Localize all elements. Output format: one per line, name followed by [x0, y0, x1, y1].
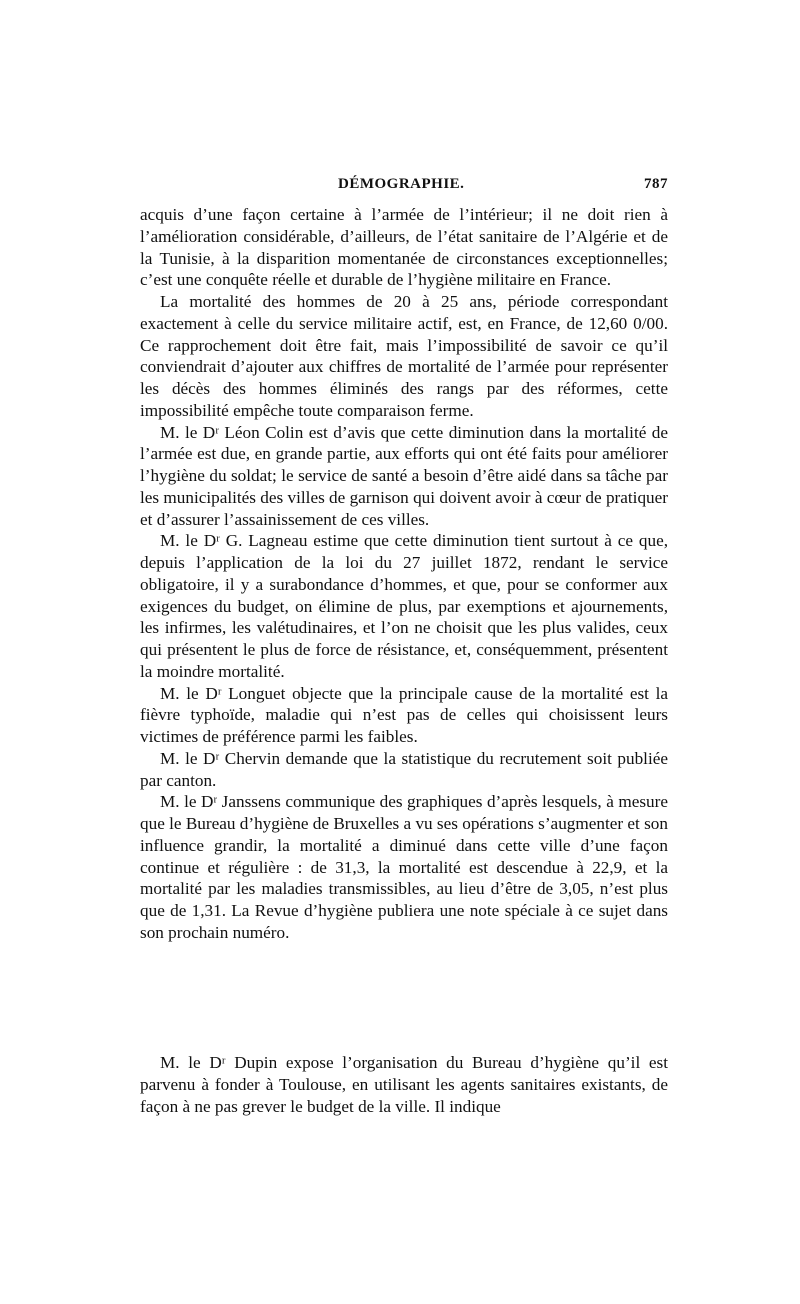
lower-text: [140, 1052, 668, 1117]
paragraph-longuet: M. le Dʳ Longuet objecte que la principale cause de la mortalité est la fièvre typhoïde, maladie qui n’est pas de celles qui choisissent leurs victimes de préférence parmi les faibles.: [140, 683, 668, 746]
paragraph-lagneau: M. le Dʳ G. Lagneau estime que cette diminution tient surtout à ce que, depuis l’application de la loi du 27 juillet 1872, rendant le service obligatoire, il y a surabondance d’hommes, et que, pour se conformer aux exigences du budget, on élimine de plus, par exemptions et ajournements, les infirmes, les valétudinaires, et l’on ne choisit que les plus valides, ceux qui présentent le plus de force de résistance, et, conséquemment, présentent la moindre mortalité.: [140, 531, 668, 681]
running-header: [140, 176, 668, 200]
paragraph-chervin: M. le Dʳ Chervin demande que la statistique du recrutement soit publiée par canton.: [140, 748, 668, 790]
page-number: 787: [644, 176, 668, 192]
paragraph-dupin: M. le Dʳ Dupin expose l’organisation du Bureau d’hygiène qu’il est parvenu à fonder à Toulouse, en utilisant les agents sanitaires existants, de façon à ne pas grever le budget de la ville. Il indique: [140, 1053, 668, 1116]
paragraph-colin: M. le Dʳ Léon Colin est d’avis que cette diminution dans la mortalité de l’armée est due, en grande partie, aux efforts qui ont été faits pour améliorer l’hygiène du soldat; le service de santé a besoin d’être aidé dans sa tâche par les municipalités des villes de garnison qui doivent avoir à cœur de pratiquer et d’assurer l’assainissement de ces villes.: [140, 422, 668, 529]
paragraph-continuation: acquis d’une façon certaine à l’armée de l’intérieur; il ne doit rien à l’amélioration considérable, d’ailleurs, de l’état sanitaire de l’Algérie et de la Tunisie, à la disparition momentanée de circonstances exceptionnelles; c’est une conquête réelle et durable de l’hygiène militaire en France.: [140, 205, 668, 290]
paragraph-janssens: M. le Dʳ Janssens communique des graphiques d’après lesquels, à mesure que le Bureau d’hygiène de Bruxelles a vu ses opérations s’augmenter et son influence grandir, la mortalité a diminué dans cette ville d’une façon continue et régulière : de 31,3, la mortalité est descendue à 22,9, et la mortalité par les maladies transmissibles, au lieu d’être de 3,05, n’est plus que de 1,31. La Revue d’hygiène publiera une note spéciale à ce sujet dans son prochain numéro.: [140, 792, 668, 942]
paragraph-mortality-comparison: La mortalité des hommes de 20 à 25 ans, période correspondant exactement à celle du service militaire actif, est, en France, de 12,60 0/00. Ce rapprochement doit être fait, mais l’impossibilité de savoir ce qu’il conviendrait d’ajouter aux chiffres de mortalité de l’armée pour représenter les décès des hommes éliminés des rangs par des réformes, cette impossibilité empêche toute comparaison ferme.: [140, 292, 668, 420]
running-title: DÉMOGRAPHIE.: [338, 176, 465, 192]
main-text: [140, 204, 668, 944]
